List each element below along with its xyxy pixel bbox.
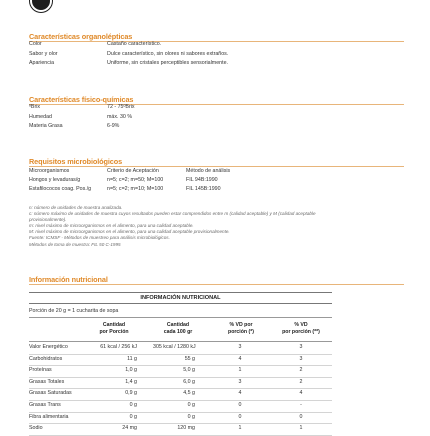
portion-size: Porción de 20 g = 1 cucharita de sopa [29,308,119,314]
nutrition-cell-porcion: 11 g [127,355,137,362]
nutrition-cell-cien: 120 mg [177,425,195,432]
column-header-vd1: % VD por porción (*) [228,322,254,335]
nutrition-cell-porcion: 0,9 g [125,390,137,397]
micro-label: Estafilococos coag. Pos./g [29,186,92,192]
micro-criterio: n=5; c=2; m=10; M=100 [107,186,164,192]
nutrition-cell-porcion: 1,4 g [125,378,137,385]
footnote-line: c: número máximo de unidades de muestra cuyos resultados pueden estar comprendidos entre m (calidad aceptable) y M (calidad aceptable [29,211,316,217]
nutrition-cell-vd2: 0 [299,413,303,420]
micro-metodo: FIL 145B:1990 [186,186,221,192]
spec-label: Apariencia [29,60,55,66]
nutrition-cell-cien: 305 kcal / 1280 kJ [153,344,196,350]
nutrition-cell-vd1: 1 [238,425,242,432]
section-divider [29,284,404,285]
nutrition-cell-cien: 6,0 g [183,378,195,385]
spec-value: Uniforme, sin cristales perceptibles sensorialmente. [107,60,228,66]
micro-criterio: n=5; c=2; m=50; M=100 [107,177,164,183]
micro-metodo: FIL 94B:1990 [186,177,218,183]
spec-label: Color [29,41,42,47]
section-title-nutricional: Información nutricional [29,275,108,284]
section-divider [29,104,404,105]
micro-footnotes [29,205,359,248]
nutrition-cell-vd1: 3 [238,344,242,350]
spec-label: ºBrix [29,104,41,110]
footnote-line: n: número de unidades de muestra analizada. [29,205,123,210]
nutrition-cell-vd1: 0 [238,413,242,420]
footnote-line: M: nivel máximo de microorganismos en el alimento, para una calidad aceptable provisionalmente. [29,229,230,235]
nutrition-cell-porcion: 24 mg [122,425,137,432]
spec-label: Sabor y olor [29,51,58,57]
micro-metodo: Método de análisis [186,168,231,174]
nutrition-cell-name: Fibra alimentaria [29,413,69,420]
column-header-vd2: % VD por porción (**) [282,322,320,335]
micro-label: Hongos y levaduras/g [29,177,81,183]
nutrition-cell-vd2: 4 [299,390,303,397]
nutrition-cell-vd1: 4 [238,390,242,397]
nutrition-cell-name: Valor Energético [29,344,68,350]
nutrition-cell-name: Proteínas [29,367,52,374]
nutrition-row [29,423,332,436]
nutrition-cell-vd2: 2 [299,378,303,385]
nutrition-cell-vd1: 1 [238,367,242,374]
section-title-microbiologicos: Requisitos microbiológicos [29,157,123,166]
footnote-line: provisionalmente). [29,217,67,223]
nutrition-cell-porcion: 0 g [129,413,137,420]
micro-label: Microorganismos [29,168,70,174]
nutrition-cell-vd2: - [300,402,302,408]
nutrition-cell-porcion: 1,0 g [125,367,137,374]
nutrition-cell-name: Grasas Totales [29,378,65,385]
nutrition-cell-vd2: 3 [299,355,303,362]
column-header-porcion: Cantidad por Porción [99,322,129,335]
nutrition-cell-porcion: 61 kcal / 256 kJ [100,344,137,350]
spec-value: máx. 30 % [107,114,133,120]
nutrition-cell-porcion: 0 g [129,402,137,408]
nutrition-cell-cien: 55 g [184,355,195,362]
nutrition-cell-name: Sodio [29,425,43,432]
nutrition-cell-cien: 5,0 g [183,367,195,374]
section-title-fisico-quimicas: Características físico-químicas [29,95,134,104]
spec-label: Humedad [29,114,52,120]
footnote-line: Métodos de toma de muestra: FIL 50 C-1995 [29,241,121,247]
nutrition-table-title: INFORMACIÓN NUTRICIONAL [29,292,332,304]
spec-value: Dulce característico, sin olores ni sabores extraños. [107,51,229,57]
nutrition-cell-vd1: 3 [238,378,242,385]
nutrition-cell-vd2: 2 [299,367,303,374]
nutrition-cell-cien: 0 g [187,402,195,408]
nutrition-cell-vd2: 3 [299,344,303,350]
spec-value: 72 - 75ºBrix [107,104,135,110]
section-title-organolepticas: Características organolépticas [29,32,133,41]
section-divider [29,41,404,42]
nutrition-cell-name: Grasas Saturadas [29,390,72,397]
spec-label: Materia Grasa [29,123,63,129]
nutrition-cell-name: Carbohidratos [29,355,63,362]
spec-value: Castaño característico. [107,41,162,47]
column-header-100g: Cantidad cada 100 gr [163,322,193,335]
nutrition-cell-cien: 4,5 g [183,390,195,397]
table-divider [29,317,332,318]
footnote-line: m: nivel máximo de microorganismos en el alimento, para una calidad aceptable. [29,223,194,229]
nutrition-cell-name: Grasas Trans [29,402,61,408]
brand-logo-icon [30,0,52,12]
spec-value: 6-9% [107,123,120,129]
nutrition-cell-vd2: 1 [299,425,303,432]
nutrition-cell-vd1: 0 [238,402,242,408]
nutrition-cell-vd1: 4 [238,355,242,362]
micro-criterio: Criterio de Aceptación [107,168,159,174]
footnote-line: Fuente: ICMSF - Métodos de muestreo para análisis microbiológicos. [29,235,170,241]
nutrition-cell-cien: 0 g [187,413,195,420]
